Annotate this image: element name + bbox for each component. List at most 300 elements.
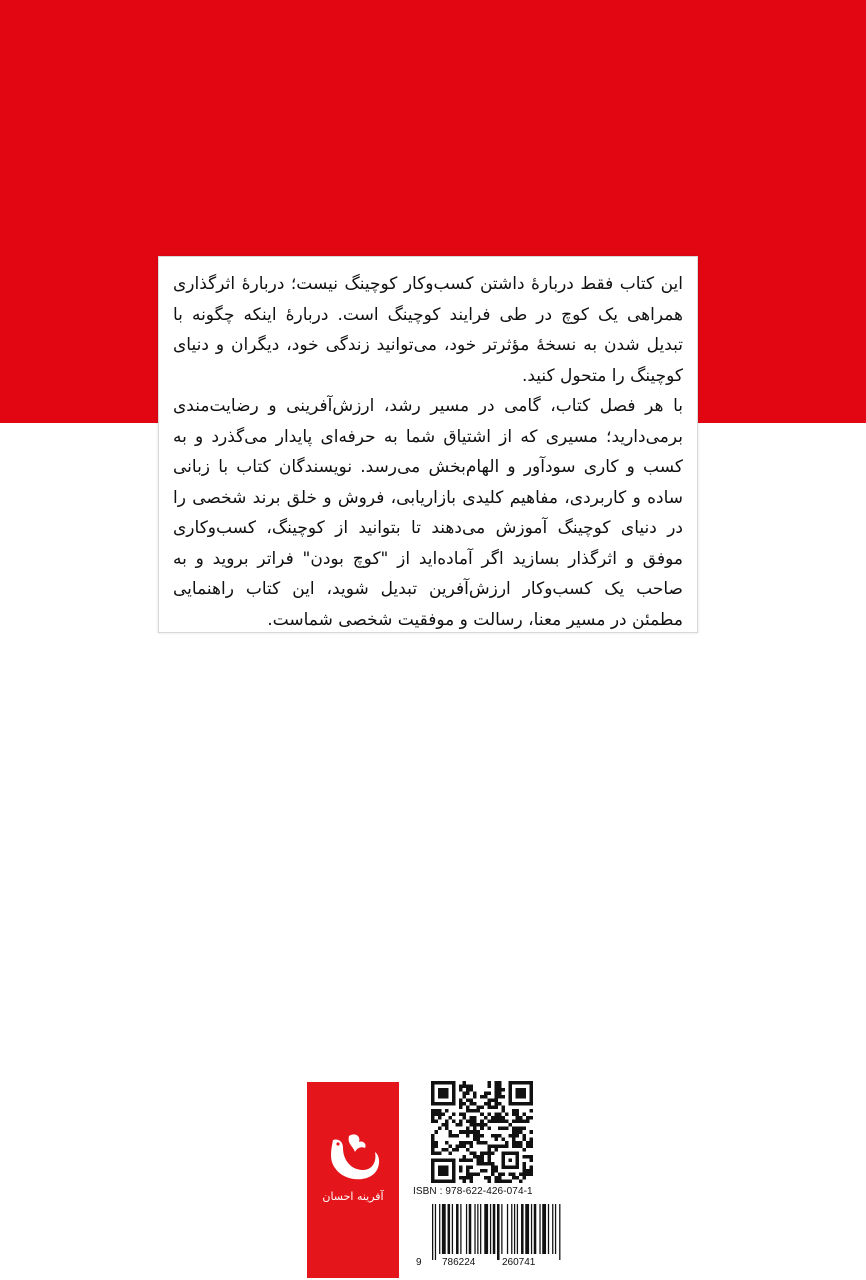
qr-module: [522, 1120, 526, 1124]
qr-module: [494, 1148, 498, 1152]
qr-module: [501, 1088, 505, 1092]
qr-module: [487, 1102, 491, 1106]
qr-module: [480, 1095, 484, 1099]
qr-module: [456, 1134, 460, 1138]
qr-module: [526, 1144, 530, 1148]
qr-module: [487, 1176, 491, 1180]
qr-module: [515, 1109, 519, 1113]
qr-module: [487, 1099, 491, 1103]
qr-module: [522, 1172, 526, 1176]
barcode-bar: [497, 1204, 500, 1260]
qr-module: [463, 1095, 467, 1099]
qr-module: [480, 1123, 484, 1127]
barcode-bar: [456, 1204, 459, 1254]
qr-module: [515, 1113, 519, 1117]
qr-module: [435, 1141, 439, 1145]
qr-module: [515, 1127, 519, 1131]
qr-module: [529, 1172, 533, 1176]
qr-module: [459, 1169, 463, 1173]
qr-module: [466, 1172, 470, 1176]
qr-module: [480, 1134, 484, 1138]
qr-module: [484, 1092, 488, 1096]
qr-module: [494, 1088, 498, 1092]
qr-module: [466, 1176, 470, 1180]
qr-module: [470, 1172, 474, 1176]
qr-module: [494, 1176, 498, 1180]
qr-module: [494, 1120, 498, 1124]
qr-module: [466, 1130, 470, 1134]
qr-module: [470, 1130, 474, 1134]
qr-module: [431, 1151, 435, 1155]
qr-module: [498, 1092, 502, 1096]
qr-module: [515, 1130, 519, 1134]
qr-module: [494, 1106, 498, 1110]
barcode-digit-first: 9: [416, 1257, 422, 1268]
qr-module: [519, 1179, 523, 1183]
qr-module: [438, 1127, 442, 1131]
qr-module: [498, 1120, 502, 1124]
qr-module: [435, 1151, 439, 1155]
qr-module: [431, 1120, 435, 1124]
qr-module: [466, 1169, 470, 1173]
barcode-bar: [531, 1204, 532, 1254]
qr-module: [477, 1158, 481, 1162]
qr-module: [498, 1172, 502, 1176]
qr-module: [463, 1141, 467, 1145]
qr-module: [522, 1165, 526, 1169]
qr-module: [431, 1116, 435, 1120]
qr-module: [473, 1109, 477, 1113]
qr-module: [438, 1116, 442, 1120]
qr-module: [449, 1144, 453, 1148]
qr-module: [456, 1148, 460, 1152]
qr-module: [491, 1106, 495, 1110]
qr-module: [459, 1141, 463, 1145]
barcode-bar: [448, 1204, 451, 1254]
qr-module: [512, 1134, 516, 1138]
qr-module: [501, 1116, 505, 1120]
qr-module: [473, 1151, 477, 1155]
qr-module: [477, 1172, 481, 1176]
qr-module: [491, 1099, 495, 1103]
qr-module: [526, 1120, 530, 1124]
qr-module: [438, 1113, 442, 1117]
qr-module: [449, 1134, 453, 1138]
qr-module: [477, 1141, 481, 1145]
qr-module: [470, 1109, 474, 1113]
qr-module: [487, 1148, 491, 1152]
qr-module: [508, 1179, 512, 1183]
qr-module: [505, 1120, 509, 1124]
qr-module: [498, 1081, 502, 1085]
qr-module: [487, 1155, 491, 1159]
qr-module: [487, 1113, 491, 1117]
qr-module: [505, 1179, 509, 1183]
qr-module: [466, 1127, 470, 1131]
qr-module: [463, 1116, 467, 1120]
qr-module: [480, 1155, 484, 1159]
qr-module: [498, 1144, 502, 1148]
qr-module: [519, 1130, 523, 1134]
blurb-paragraph-1: این کتاب فقط دربارهٔ داشتن کسب‌وکار کوچینگ نیست؛ دربارهٔ اثرگذاری همراهی یک کوچ در طی فرایند کوچینگ است. دربارهٔ اینکه چگونه با تبدیل شدن به نسخهٔ مؤثرتر خود، می‌توانید زندگی خود، دیگران و دنیای کوچینگ را متحول کنید.: [173, 274, 683, 386]
qr-module: [431, 1148, 435, 1152]
qr-module: [470, 1099, 474, 1103]
qr-module: [491, 1144, 495, 1148]
qr-module: [477, 1109, 481, 1113]
qr-module: [435, 1130, 439, 1134]
qr-module: [438, 1109, 442, 1113]
barcode-bar: [477, 1204, 478, 1254]
qr-module: [505, 1144, 509, 1148]
qr-module: [487, 1081, 491, 1085]
qr-module: [466, 1165, 470, 1169]
back-cover-blurb: [158, 256, 698, 633]
qr-module: [463, 1085, 467, 1089]
qr-module: [501, 1109, 505, 1113]
qr-module: [456, 1144, 460, 1148]
qr-module: [526, 1172, 530, 1176]
qr-module: [431, 1134, 435, 1138]
qr-module: [501, 1127, 505, 1131]
qr-module: [477, 1162, 481, 1166]
qr-module: [522, 1155, 526, 1159]
qr-module: [459, 1158, 463, 1162]
qr-module: [491, 1165, 495, 1169]
qr-module: [501, 1106, 505, 1110]
barcode-bar: [439, 1204, 440, 1254]
qr-module: [473, 1155, 477, 1159]
qr-module: [498, 1116, 502, 1120]
qr-module: [487, 1106, 491, 1110]
qr-module: [435, 1113, 439, 1117]
qr-module: [480, 1169, 484, 1173]
qr-module: [501, 1095, 505, 1099]
qr-module: [431, 1141, 435, 1145]
qr-module: [452, 1120, 456, 1124]
barcode-bar: [552, 1204, 553, 1254]
qr-module: [484, 1151, 488, 1155]
qr-module: [480, 1151, 484, 1155]
qr-module: [515, 1116, 519, 1120]
bird-logo-icon: [325, 1126, 381, 1182]
barcode-bar: [507, 1204, 508, 1254]
qr-module: [473, 1095, 477, 1099]
qr-module: [526, 1155, 530, 1159]
qr-module: [459, 1088, 463, 1092]
qr-module: [512, 1120, 516, 1124]
qr-module: [480, 1141, 484, 1145]
qr-module: [445, 1127, 449, 1131]
qr-module: [431, 1137, 435, 1141]
qr-module: [515, 1141, 519, 1145]
qr-module: [512, 1137, 516, 1141]
qr-module: [484, 1123, 488, 1127]
qr-module: [459, 1176, 463, 1180]
qr-module: [498, 1085, 502, 1089]
barcode-bar: [435, 1204, 436, 1260]
qr-module: [431, 1109, 435, 1113]
barcode-bar: [474, 1204, 475, 1254]
qr-module: [491, 1172, 495, 1176]
qr-module: [512, 1130, 516, 1134]
qr-module: [459, 1085, 463, 1089]
qr-module: [435, 1120, 439, 1124]
qr-module: [494, 1092, 498, 1096]
qr-module: [473, 1102, 477, 1106]
qr-module: [487, 1144, 491, 1148]
qr-module: [442, 1123, 446, 1127]
qr-module: [463, 1081, 467, 1085]
qr-module: [501, 1144, 505, 1148]
barcode-bar: [521, 1204, 524, 1254]
barcode-bar: [511, 1204, 512, 1254]
qr-module: [501, 1137, 505, 1141]
qr-module: [463, 1144, 467, 1148]
qr-module: [459, 1113, 463, 1117]
qr-module: [484, 1169, 488, 1173]
qr-module: [484, 1095, 488, 1099]
barcode-bar: [559, 1204, 560, 1260]
qr-module: [505, 1141, 509, 1145]
qr-module: [470, 1176, 474, 1180]
qr-module: [477, 1155, 481, 1159]
qr-module: [473, 1134, 477, 1138]
qr-module: [459, 1165, 463, 1169]
qr-module: [470, 1165, 474, 1169]
qr-module: [526, 1116, 530, 1120]
qr-module: [484, 1141, 488, 1145]
qr-module: [522, 1113, 526, 1117]
qr-module: [526, 1169, 530, 1173]
qr-module: [445, 1123, 449, 1127]
barcode-bar: [480, 1204, 481, 1254]
barcode-icon: [432, 1204, 562, 1260]
qr-module: [466, 1106, 470, 1110]
qr-module: [494, 1085, 498, 1089]
qr-module: [494, 1116, 498, 1120]
qr-module: [522, 1127, 526, 1131]
barcode-bar: [534, 1204, 537, 1254]
qr-module: [449, 1130, 453, 1134]
qr-module: [466, 1120, 470, 1124]
qr-module: [480, 1113, 484, 1117]
qr-module: [505, 1127, 509, 1131]
barcode-bar: [517, 1204, 518, 1254]
qr-module: [491, 1120, 495, 1124]
blurb-paragraph-2: با هر فصل کتاب، گامی در مسیر رشد، ارزش‌آفرینی و رضایت‌مندی برمی‌دارید؛ مسیری که از اشتیاق شما به حرفه‌ای پایدار می‌گذرد و به کسب و کاری سودآور و الهام‌بخش می‌رسد. نویسندگان کتاب با زبانی ساده و کاربردی، مفاهیم کلیدی بازاریابی، فروش و خلق برند شخصی را در دنیای کوچینگ آموزش می‌دهند تا بتوانید از کوچینگ، کسب‌وکاری موفق و اثرگذار بسازید اگر آماده‌اید از "کوچ بودن" فراتر بروید و به صاحب یک کسب‌وکار ارزش‌آفرین تبدیل شوید، این کتاب راهنمایی مطمئن در مسیر معنا، رسالت و موفقیت شخصی شماست.: [173, 396, 683, 630]
qr-module: [529, 1155, 533, 1159]
qr-module: [463, 1176, 467, 1180]
qr-module: [522, 1176, 526, 1180]
qr-module: [438, 1151, 442, 1155]
barcode-bar: [460, 1204, 461, 1254]
qr-module: [522, 1134, 526, 1138]
qr-module: [494, 1134, 498, 1138]
barcode-bar: [493, 1204, 496, 1254]
qr-module: [522, 1162, 526, 1166]
qr-module: [494, 1179, 498, 1183]
qr-module: [494, 1137, 498, 1141]
qr-module: [449, 1116, 453, 1120]
qr-module: [466, 1141, 470, 1145]
qr-module: [470, 1120, 474, 1124]
qr-module: [484, 1102, 488, 1106]
qr-module: [466, 1092, 470, 1096]
qr-module: [529, 1137, 533, 1141]
qr-module: [522, 1148, 526, 1152]
qr-module: [466, 1088, 470, 1092]
barcode-bar: [542, 1204, 546, 1254]
qr-module: [452, 1113, 456, 1117]
qr-module: [459, 1120, 463, 1124]
qr-module: [515, 1176, 519, 1180]
qr-module: [470, 1151, 474, 1155]
qr-module: [459, 1123, 463, 1127]
qr-module: [459, 1099, 463, 1103]
qr-module: [494, 1165, 498, 1169]
qr-module: [470, 1144, 474, 1148]
qr-module: [466, 1109, 470, 1113]
qr-module: [477, 1130, 481, 1134]
qr-module: [466, 1085, 470, 1089]
qr-module: [459, 1106, 463, 1110]
qr-module: [498, 1176, 502, 1180]
qr-module: [526, 1141, 530, 1145]
qr-module: [519, 1127, 523, 1131]
qr-module: [473, 1130, 477, 1134]
qr-module: [519, 1172, 523, 1176]
qr-module: [494, 1144, 498, 1148]
qr-module: [470, 1088, 474, 1092]
qr-module: [466, 1148, 470, 1152]
qr-module: [529, 1144, 533, 1148]
qr-module: [512, 1127, 516, 1131]
qr-module: [501, 1179, 505, 1183]
qr-module: [487, 1085, 491, 1089]
qr-module: [529, 1130, 533, 1134]
qr-module: [466, 1158, 470, 1162]
qr-module: [470, 1179, 474, 1183]
qr-module: [519, 1116, 523, 1120]
qr-module: [449, 1151, 453, 1155]
qr-module: [519, 1141, 523, 1145]
qr-module: [494, 1169, 498, 1173]
qr-module: [473, 1123, 477, 1127]
qr-module: [529, 1109, 533, 1113]
qr-module: [529, 1165, 533, 1169]
qr-module: [487, 1127, 491, 1131]
qr-module: [491, 1169, 495, 1173]
qr-module: [431, 1113, 435, 1117]
barcode-digits-group-2: 260741: [502, 1257, 536, 1268]
qr-module: [466, 1099, 470, 1103]
qr-module: [529, 1158, 533, 1162]
publisher-logo: [307, 1082, 399, 1278]
qr-module: [463, 1158, 467, 1162]
qr-module: [463, 1092, 467, 1096]
qr-module: [491, 1116, 495, 1120]
qr-module: [477, 1123, 481, 1127]
qr-module: [459, 1102, 463, 1106]
qr-module: [529, 1169, 533, 1173]
barcode-bar: [432, 1204, 433, 1260]
qr-module: [473, 1137, 477, 1141]
qr-module: [515, 1134, 519, 1138]
qr-module: [470, 1085, 474, 1089]
qr-module: [470, 1158, 474, 1162]
qr-module: [494, 1081, 498, 1085]
qr-module: [484, 1116, 488, 1120]
qr-module: [498, 1095, 502, 1099]
qr-module: [431, 1144, 435, 1148]
qr-module: [529, 1141, 533, 1145]
qr-module: [459, 1144, 463, 1148]
qr-module: [494, 1113, 498, 1117]
barcode-bar: [452, 1204, 453, 1254]
qr-module: [480, 1120, 484, 1124]
qr-module: [505, 1113, 509, 1117]
qr-module: [463, 1113, 467, 1117]
qr-module: [487, 1151, 491, 1155]
qr-module: [452, 1134, 456, 1138]
barcode-bar: [490, 1204, 491, 1254]
barcode-bar: [548, 1204, 549, 1254]
barcode-bar: [514, 1204, 515, 1254]
qr-module: [487, 1179, 491, 1183]
isbn-label: ISBN : 978-622-426-074-1: [413, 1186, 533, 1197]
barcode-bar: [484, 1204, 488, 1254]
qr-module: [529, 1116, 533, 1120]
qr-module: [473, 1172, 477, 1176]
qr-module: [484, 1162, 488, 1166]
qr-module: [473, 1116, 477, 1120]
qr-module: [480, 1158, 484, 1162]
qr-module: [473, 1092, 477, 1096]
barcode-digits: [416, 1257, 566, 1271]
qr-module: [501, 1120, 505, 1124]
qr-module: [445, 1148, 449, 1152]
qr-module: [487, 1162, 491, 1166]
qr-module: [452, 1148, 456, 1152]
qr-module: [484, 1176, 488, 1180]
qr-module: [487, 1092, 491, 1096]
qr-module: [466, 1134, 470, 1138]
qr-module: [512, 1109, 516, 1113]
qr-module: [442, 1113, 446, 1117]
qr-module: [435, 1109, 439, 1113]
qr-module: [508, 1134, 512, 1138]
qr-module: [477, 1137, 481, 1141]
qr-module: [512, 1141, 516, 1145]
qr-module: [477, 1106, 481, 1110]
qr-module: [508, 1123, 512, 1127]
qr-module: [477, 1134, 481, 1138]
qr-module: [463, 1179, 467, 1183]
qr-module: [470, 1116, 474, 1120]
qr-module: [445, 1141, 449, 1145]
qr-module: [463, 1155, 467, 1159]
qr-module: [470, 1102, 474, 1106]
qr-module: [480, 1127, 484, 1131]
qr-module: [508, 1172, 512, 1176]
qr-module: [512, 1176, 516, 1180]
qr-module: [456, 1123, 460, 1127]
qr-module: [487, 1158, 491, 1162]
barcode-bar: [466, 1204, 467, 1254]
barcode-bar: [469, 1204, 472, 1254]
qr-module: [459, 1130, 463, 1134]
qr-module: [473, 1120, 477, 1124]
